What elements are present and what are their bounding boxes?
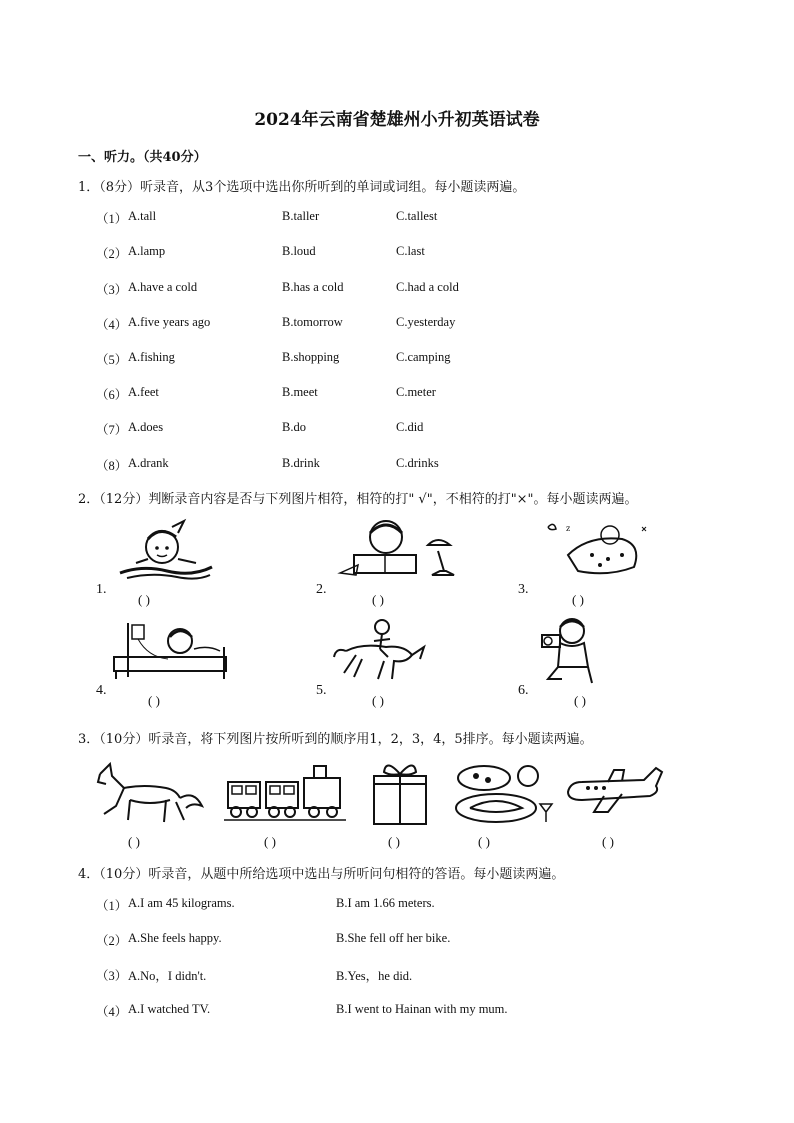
option-a: A.drank [128, 456, 169, 470]
answer-blank: ( ) [574, 693, 586, 708]
item-number: （3） [96, 969, 128, 983]
answer-blank: ( ) [372, 693, 384, 708]
svg-text:z: z [566, 524, 571, 533]
option-a: A.have a cold [128, 280, 198, 294]
item-number: （2） [96, 934, 128, 948]
gift-box-picture [370, 756, 430, 828]
option-b: B.I am 1.66 meters. [336, 896, 435, 910]
item-number: （2） [96, 247, 128, 261]
option-b: B.tomorrow [282, 315, 343, 329]
girl-swimming-picture [112, 515, 222, 585]
answer-blank: ( ) [372, 592, 384, 607]
option-b: B.has a cold [282, 280, 344, 294]
picture-number: 2. [316, 582, 327, 597]
option-b: B.loud [282, 244, 316, 258]
item-number: （1） [96, 212, 128, 226]
option-a: A.does [128, 420, 164, 434]
option-c: C.did [396, 420, 424, 434]
option-c: C.yesterday [396, 315, 456, 329]
answer-blank: ( ) [138, 592, 150, 607]
boy-studying-lamp-picture [334, 515, 464, 580]
option-a: A.I am 45 kilograms. [128, 896, 235, 910]
answer-blank: ( ) [264, 834, 276, 849]
item-number: （4） [96, 1005, 128, 1019]
option-c: C.drinks [396, 456, 439, 470]
picture-number: 5. [316, 683, 327, 698]
option-b: B.shopping [282, 350, 340, 364]
option-b: B.Yes，he did. [336, 969, 413, 983]
answer-blank: ( ) [148, 693, 160, 708]
picture-number: 1. [96, 582, 107, 597]
option-c: C.tallest [396, 209, 438, 223]
section-listening-heading: 一、听力。（共40分） [78, 150, 207, 165]
item-number: （3） [96, 283, 128, 297]
boy-in-hospital-bed-picture [108, 617, 232, 682]
option-c: C.had a cold [396, 280, 459, 294]
answer-blank: ( ) [602, 834, 614, 849]
option-b: B.taller [282, 209, 320, 223]
option-c: C.camping [396, 350, 451, 364]
horse-picture [94, 760, 204, 830]
option-b: B.I went to Hainan with my mum. [336, 1002, 508, 1016]
page-title: 2024年云南省楚雄州小升初英语试卷 [254, 110, 540, 130]
option-b: B.do [282, 420, 306, 434]
item-number: （8） [96, 459, 128, 473]
item-number: （5） [96, 353, 128, 367]
picture-number: 3. [518, 582, 529, 597]
item-number: （7） [96, 423, 128, 437]
answer-blank: ( ) [388, 834, 400, 849]
item-number: （1） [96, 899, 128, 913]
question-1-stem: 1．（8分）听录音，从3个选项中选出你所听到的单词或词组。每小题读两遍。 [78, 180, 526, 195]
boy-riding-horse-picture [332, 617, 432, 687]
person-taking-photo-picture [538, 617, 608, 687]
question-3-stem: 3．（10分）听录音，将下列图片按所听到的顺序用1，2，3，4，5排序。每小题读两遍。 [78, 732, 593, 747]
option-a: A.fishing [128, 350, 175, 364]
train-picture [224, 762, 346, 824]
option-b: B.She fell off her bike. [336, 931, 451, 945]
option-a: A.five years ago [128, 315, 211, 329]
picture-number: 4. [96, 683, 107, 698]
answer-blank: ( ) [572, 592, 584, 607]
option-a: A.tall [128, 209, 157, 223]
girl-sleeping-picture [538, 515, 658, 580]
food-dishes-picture [450, 760, 560, 828]
question-2-stem: 2．（12分）判断录音内容是否与下列图片相符，相符的打" √"，不相符的打"×"。每小题读两遍。 [78, 492, 638, 507]
answer-blank: ( ) [478, 834, 490, 849]
option-a: A.lamp [128, 244, 166, 258]
option-a: A.I watched TV. [128, 1002, 211, 1016]
option-b: B.drink [282, 456, 320, 470]
picture-number: 6. [518, 683, 529, 698]
option-a: A.No，I didn't. [128, 969, 207, 983]
option-a: A.She feels happy. [128, 931, 222, 945]
question-4-stem: 4．（10分）听录音，从题中所给选项中选出与所听问句相符的答语。每小题读两遍。 [78, 867, 565, 882]
airplane-picture [564, 764, 664, 816]
option-c: C.last [396, 244, 425, 258]
option-b: B.meet [282, 385, 318, 399]
item-number: （6） [96, 388, 128, 402]
option-c: C.meter [396, 385, 436, 399]
option-a: A.feet [128, 385, 159, 399]
item-number: （4） [96, 318, 128, 332]
answer-blank: ( ) [128, 834, 140, 849]
